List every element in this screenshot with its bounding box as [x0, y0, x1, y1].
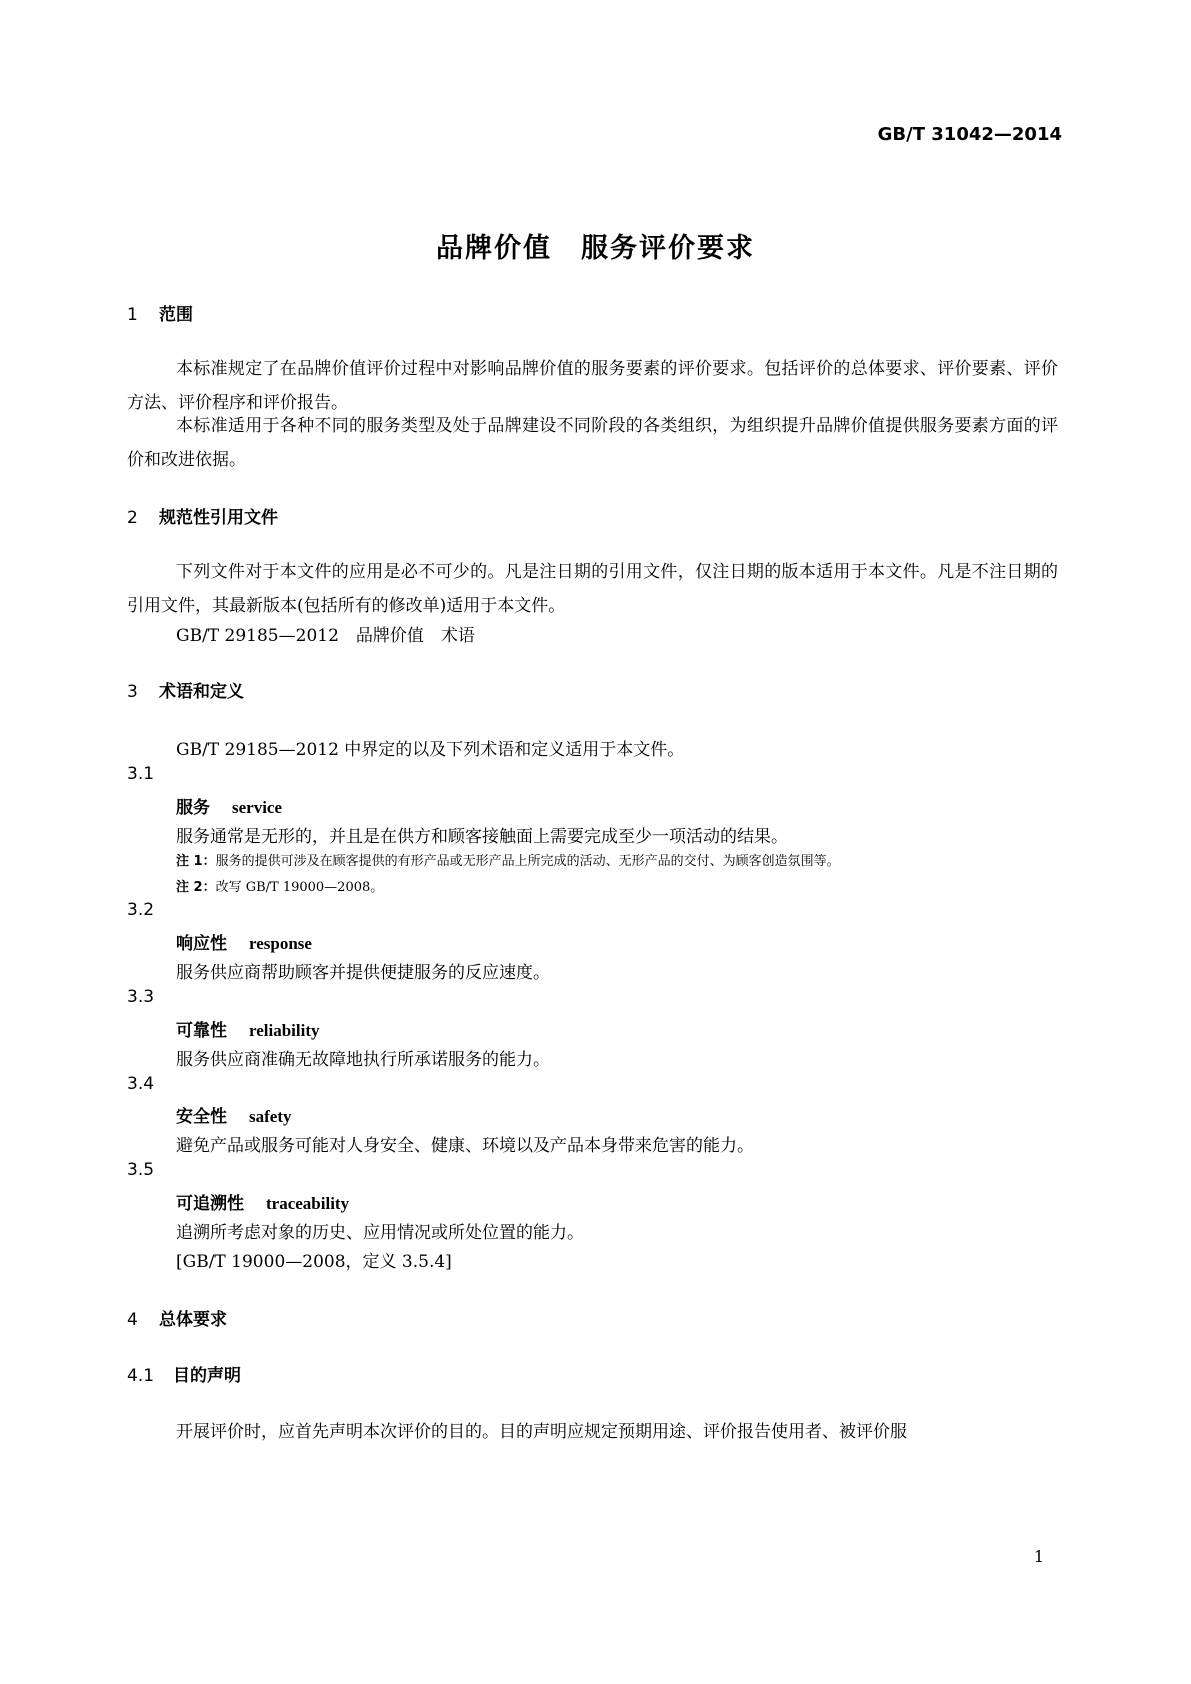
paragraph: GB/T 29185—2012 中界定的以及下列术语和定义适用于本文件。: [176, 740, 685, 760]
term-zh: 可靠性: [176, 1021, 227, 1041]
term-definition: 服务供应商帮助顾客并提供便捷服务的反应速度。: [176, 963, 550, 983]
term-entry: [176, 929, 312, 954]
term-en: safety: [249, 1107, 292, 1126]
page-number: 1: [1033, 1547, 1044, 1566]
term-entry: [176, 793, 282, 818]
term-number: 3.2: [127, 900, 155, 920]
term-source: [GB/T 19000—2008，定义 3.5.4]: [176, 1252, 452, 1272]
section-title: 总体要求: [159, 1310, 227, 1330]
term-number: 3.3: [127, 987, 155, 1007]
section-heading-3: [127, 677, 244, 702]
section-number: 2: [127, 508, 138, 528]
term-number: 3.5: [127, 1160, 155, 1180]
paragraph: 下列文件对于本文件的应用是必不可少的。凡是注日期的引用文件，仅注日期的版本适用于本文件。凡是不注日期的引用文件，其最新版本(包括所有的修改单)适用于本文件。: [127, 562, 1058, 616]
section-title: 规范性引用文件: [159, 508, 278, 528]
note: [176, 850, 840, 869]
term-en: service: [232, 798, 283, 817]
term-zh: 服务: [176, 798, 210, 818]
term-definition: 服务通常是无形的，并且是在供方和顾客接触面上需要完成至少一项活动的结果。: [176, 827, 788, 847]
term-entry: [176, 1189, 349, 1214]
section-heading-2: [127, 503, 278, 528]
subsection-heading-4-1: [127, 1361, 241, 1386]
term-entry: [176, 1016, 320, 1041]
term-zh: 响应性: [176, 934, 227, 954]
term-definition: 追溯所考虑对象的历史、应用情况或所处位置的能力。: [176, 1223, 584, 1243]
term-zh: 安全性: [176, 1107, 227, 1127]
paragraph: 本标准适用于各种不同的服务类型及处于品牌建设不同阶段的各类组织，为组织提升品牌价值提供服务要素方面的评价和改进依据。: [127, 416, 1058, 470]
section-heading-1: [127, 300, 193, 325]
term-definition: 服务供应商准确无故障地执行所承诺服务的能力。: [176, 1050, 550, 1070]
section-number: 4: [127, 1310, 138, 1330]
standard-code: GB/T 31042—2014: [877, 124, 1062, 145]
section-title: 范围: [159, 305, 193, 325]
term-number: 3.4: [127, 1074, 155, 1094]
term-en: reliability: [249, 1021, 320, 1040]
note: [176, 876, 383, 895]
subsection-title: 目的声明: [173, 1366, 241, 1386]
term-en: traceability: [266, 1194, 350, 1213]
paragraph: 开展评价时，应首先声明本次评价的目的。目的声明应规定预期用途、评价报告使用者、被评价服: [176, 1422, 907, 1442]
section-number: 1: [127, 305, 138, 325]
term-definition: 避免产品或服务可能对人身安全、健康、环境以及产品本身带来危害的能力。: [176, 1136, 754, 1156]
term-number: 3.1: [127, 764, 155, 784]
term-en: response: [249, 934, 312, 953]
note-label: 注 1：: [176, 854, 216, 869]
normative-reference: GB/T 29185—2012 品牌价值 术语: [176, 626, 475, 646]
document-title: 品牌价值 服务评价要求: [436, 233, 755, 264]
section-title: 术语和定义: [159, 682, 244, 702]
paragraph: 本标准规定了在品牌价值评价过程中对影响品牌价值的服务要素的评价要求。包括评价的总体要求、评价要素、评价方法、评价程序和评价报告。: [127, 359, 1058, 413]
term-entry: [176, 1102, 291, 1127]
section-heading-4: [127, 1305, 227, 1330]
subsection-number: 4.1: [127, 1366, 155, 1386]
note-label: 注 2：: [176, 880, 216, 895]
section-number: 3: [127, 682, 138, 702]
note-text: 改写 GB/T 19000—2008。: [215, 880, 384, 895]
note-text: 服务的提供可涉及在顾客提供的有形产品或无形产品上所完成的活动、无形产品的交付、为顾客创造氛围等。: [215, 854, 840, 869]
term-zh: 可追溯性: [176, 1194, 244, 1214]
